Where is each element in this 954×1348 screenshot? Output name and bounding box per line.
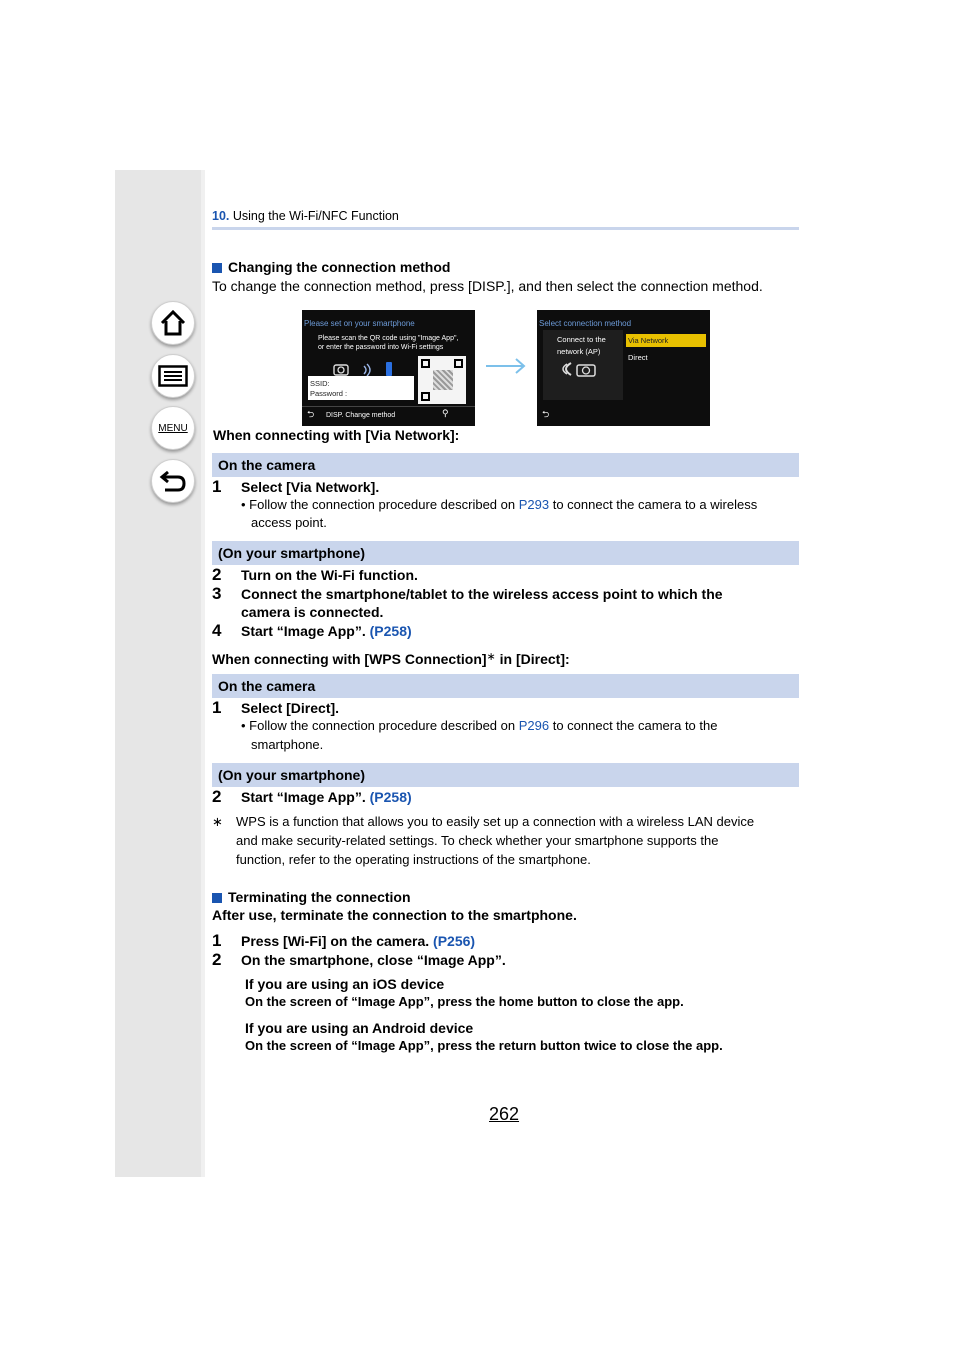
camera-screen-connection-method: [537, 310, 710, 426]
screen-title: Please set on your smartphone: [304, 319, 415, 328]
sidebar-edge: [201, 170, 205, 1177]
screen-back-icon: ⮌: [542, 409, 550, 419]
screen-instruction-1: Please scan the QR code using "Image App",: [318, 335, 459, 342]
step-select-direct: Select [Direct].: [241, 700, 340, 716]
footnote-line-1: WPS is a function that allows you to easily set up a connection with a wireless LAN device: [236, 814, 755, 829]
back-button[interactable]: [151, 459, 195, 503]
footnote-line-3: function, refer to the operating instructions of the smartphone.: [236, 852, 591, 867]
description-line-2: network (AP): [557, 347, 601, 356]
footnote-mark: ∗: [212, 814, 223, 829]
chapter-header: [212, 209, 399, 223]
step-connect-smartphone-cont: camera is connected.: [241, 604, 384, 620]
camera-screen-qr: [302, 310, 475, 426]
ios-title: If you are using an iOS device: [245, 976, 445, 992]
on-smartphone-bar: (On your smartphone): [212, 763, 799, 787]
description-line-1: Connect to the: [557, 335, 606, 344]
step-number: 4: [212, 621, 222, 640]
via-network-heading: When connecting with [Via Network]:: [213, 427, 460, 443]
section-terminating-title: Terminating the connection: [212, 888, 411, 906]
on-camera-bar: On the camera: [212, 453, 799, 477]
on-camera-bar: On the camera: [212, 674, 799, 698]
link-p293[interactable]: P293: [518, 497, 550, 512]
android-title: If you are using an Android device: [245, 1020, 474, 1036]
square-bullet-icon: [212, 893, 222, 903]
step-note: • Follow the connection procedure described on P293 to connect the camera to a wireless: [241, 497, 758, 512]
ios-text: On the screen of “Image App”, press the home button to close the app.: [245, 994, 684, 1009]
on-smartphone-bar: (On your smartphone): [212, 541, 799, 565]
step-note-cont: smartphone.: [251, 737, 324, 752]
step-turn-on-wifi: Turn on the Wi-Fi function.: [241, 567, 418, 583]
list-icon: [158, 364, 188, 388]
square-bullet-icon: [212, 263, 222, 273]
link-p258[interactable]: (P258): [369, 623, 412, 639]
chapter-number: 10.: [212, 209, 230, 223]
qr-code: [418, 356, 466, 404]
back-arrow-icon: [159, 468, 187, 494]
step-number: 1: [212, 698, 222, 717]
ssid-label: SSID:: [310, 379, 330, 388]
screen-title: Select connection method: [539, 319, 632, 328]
link-p258[interactable]: (P258): [369, 789, 412, 805]
step-number: 2: [212, 565, 222, 584]
section-terminating-intro: After use, terminate the connection to the smartphone.: [212, 907, 577, 923]
step-close-image-app: On the smartphone, close “Image App”.: [241, 952, 506, 968]
section-changing-method-title: Changing the connection method: [212, 258, 450, 276]
menu-label: MENU: [158, 422, 188, 434]
step-start-image-app: Start “Image App”. (P258): [241, 789, 412, 805]
step-number: 1: [212, 931, 222, 950]
step-note: • Follow the connection procedure described on P296 to connect the camera to the: [241, 718, 718, 733]
step-connect-smartphone: Connect the smartphone/tablet to the wireless access point to which the: [241, 586, 723, 602]
password-label: Password :: [310, 389, 348, 398]
option-via-network[interactable]: Via Network: [628, 336, 669, 345]
section-changing-method-intro: To change the connection method, press [DISP.], and then select the connection method.: [212, 278, 763, 294]
screen-back-icon: ⮌: [307, 409, 315, 419]
link-p296[interactable]: P296: [518, 718, 550, 733]
footnote-line-2: and make security-related settings. To check whether your smartphone supports the: [236, 833, 719, 848]
arrow-right-icon: [484, 356, 528, 376]
menu-button[interactable]: [151, 406, 195, 450]
step-number: 1: [212, 477, 222, 496]
chapter-title: Using the Wi-Fi/NFC Function: [232, 209, 399, 223]
step-press-wifi: Press [Wi-Fi] on the camera. (P256): [241, 933, 476, 949]
page-number: 262: [489, 1104, 520, 1124]
option-direct[interactable]: Direct: [628, 353, 648, 362]
camera-network-icon: [557, 360, 601, 378]
link-p256[interactable]: (P256): [433, 933, 476, 949]
android-text: On the screen of “Image App”, press the return button twice to close the app.: [245, 1038, 723, 1053]
step-number: 3: [212, 584, 222, 603]
change-method-hint: DISP. Change method: [326, 412, 396, 419]
step-number: 2: [212, 950, 222, 969]
step-select-via-network: Select [Via Network].: [241, 479, 380, 495]
home-button[interactable]: [151, 301, 195, 345]
home-icon: [159, 309, 187, 337]
header-rule: [212, 227, 799, 230]
zoom-icon: ⚲: [442, 408, 449, 418]
screen-instruction-2: or enter the password into Wi-Fi settings: [318, 344, 444, 351]
step-number: 2: [212, 787, 222, 806]
step-start-image-app: Start “Image App”. (P258): [241, 623, 412, 639]
wps-heading: When connecting with [WPS Connection]∗ in [Direct]:: [212, 651, 570, 667]
step-note-cont: access point.: [251, 515, 327, 530]
contents-button[interactable]: [151, 354, 195, 398]
